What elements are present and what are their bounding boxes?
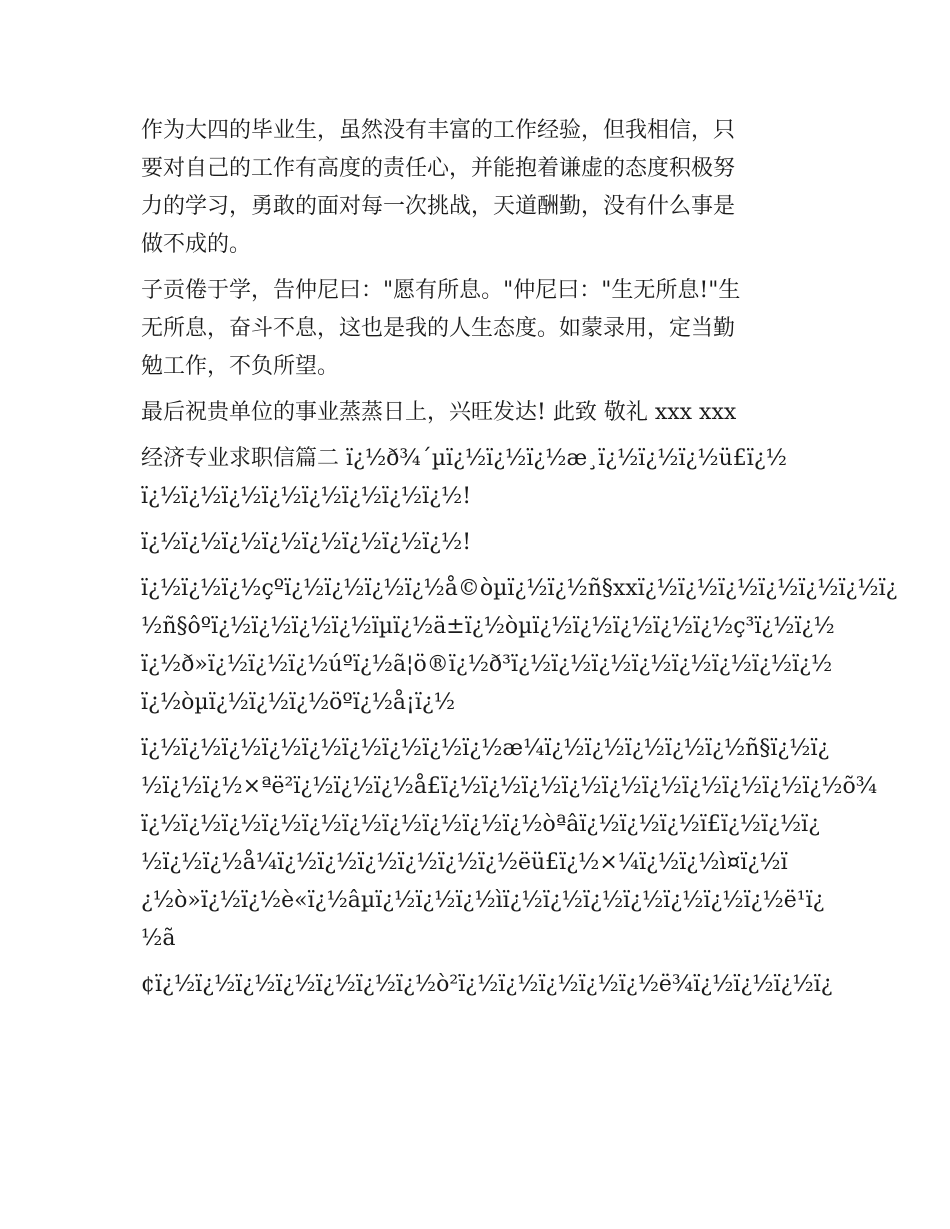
text-line: ï¿½ï¿½ï¿½çºï¿½ï¿½ï¿½ï¿½å©òµï¿½ï¿½ñ§xxï¿½ï¿½ï¿½ï¿½ï¿½ï¿½ï¿ [141,576,898,601]
text-line: ï¿½ï¿½ï¿½ï¿½ï¿½ï¿½ï¿½ï¿½! [141,530,472,555]
text-line: 无所息，奋斗不息，这也是我的人生态度。如蒙录用，定当勤 [141,316,736,341]
text-line: 作为大四的毕业生，虽然没有丰富的工作经验，但我相信，只 [141,118,736,143]
text-line: ï¿½òµï¿½ï¿½ï¿½öºï¿½å¡ï¿½ [141,690,456,715]
paragraph [141,440,816,516]
paragraph [141,112,816,264]
text-line: ¢ï¿½ï¿½ï¿½ï¿½ï¿½ï¿½ï¿½ò²ï¿½ï¿½ï¿½ï¿½ï¿½ë¾ï¿½ï¿½ï¿½ï¿ [141,972,833,997]
text-line: 勉工作，不负所望。 [141,354,340,379]
text-line: ï¿½ð»ï¿½ï¿½ï¿½úºï¿½ã¦ö®ï¿½ð³ï¿½ï¿½ï¿½ï¿½ï¿½ï¿½ï¿½ï¿½ [141,652,833,677]
text-line: 最后祝贵单位的事业蒸蒸日上，兴旺发达! 此致 敬礼 xxx xxx [141,400,737,425]
text-line: 要对自己的工作有高度的责任心，并能抱着谦虚的态度积极努 [141,156,736,181]
text-line: 子贡倦于学，告仲尼曰："愿有所息。"仲尼曰："生无所息!"生 [141,278,741,303]
text-line: ï¿½ï¿½ï¿½ï¿½ï¿½ï¿½ï¿½ï¿½! [141,484,472,509]
paragraph [141,730,878,958]
paragraph [141,966,833,1004]
text-line: ½ñ§ôºï¿½ï¿½ï¿½ï¿½ïµï¿½ä±ï¿½òµï¿½ï¿½ï¿½ï¿½ï¿½ç³ï¿½ï¿½ [141,614,835,639]
document-body [141,112,898,1012]
paragraph [141,570,898,722]
text-line: ï¿½ï¿½ï¿½ï¿½ï¿½ï¿½ï¿½ï¿½ï¿½ï¿½òªâï¿½ï¿½ï¿½ï£ï¿½ï¿½ï¿ [141,812,820,837]
paragraph [141,272,816,386]
text-line: ¿½ò»ï¿½ï¿½è«ï¿½âµï¿½ï¿½ï¿½ìï¿½ï¿½ï¿½ï¿½ï¿½ï¿½ï¿½ë¹ï¿ [141,888,825,913]
text-line: 做不成的。 [141,232,252,257]
text-line: ï¿½ï¿½ï¿½ï¿½ï¿½ï¿½ï¿½ï¿½ï¿½æ¼ï¿½ï¿½ï¿½ï¿½ï¿½ñ§ï¿½ï¿ [141,736,830,761]
text-line: 力的学习，勇敢的面对每一次挑战，天道酬勤，没有什么事是 [141,194,736,219]
text-line: ½ã [141,926,176,951]
text-line: ½ï¿½ï¿½×ªë²ï¿½ï¿½ï¿½å£ï¿½ï¿½ï¿½ï¿½ï¿½ï¿½ï¿½ï¿½ï¿½ï¿½õ¾ [141,774,878,799]
paragraph [141,524,816,562]
text-line: 经济专业求职信篇二 ï¿½ð¾´µï¿½ï¿½ï¿½æ¸ï¿½ï¿½ï¿½ü£ï¿½ [141,446,787,471]
text-line: ½ï¿½ï¿½å¼ï¿½ï¿½ï¿½ï¿½ï¿½ï¿½ëü£ï¿½×¼ï¿½ï¿½ì¤ï¿½ï [141,850,788,875]
paragraph [141,394,816,432]
